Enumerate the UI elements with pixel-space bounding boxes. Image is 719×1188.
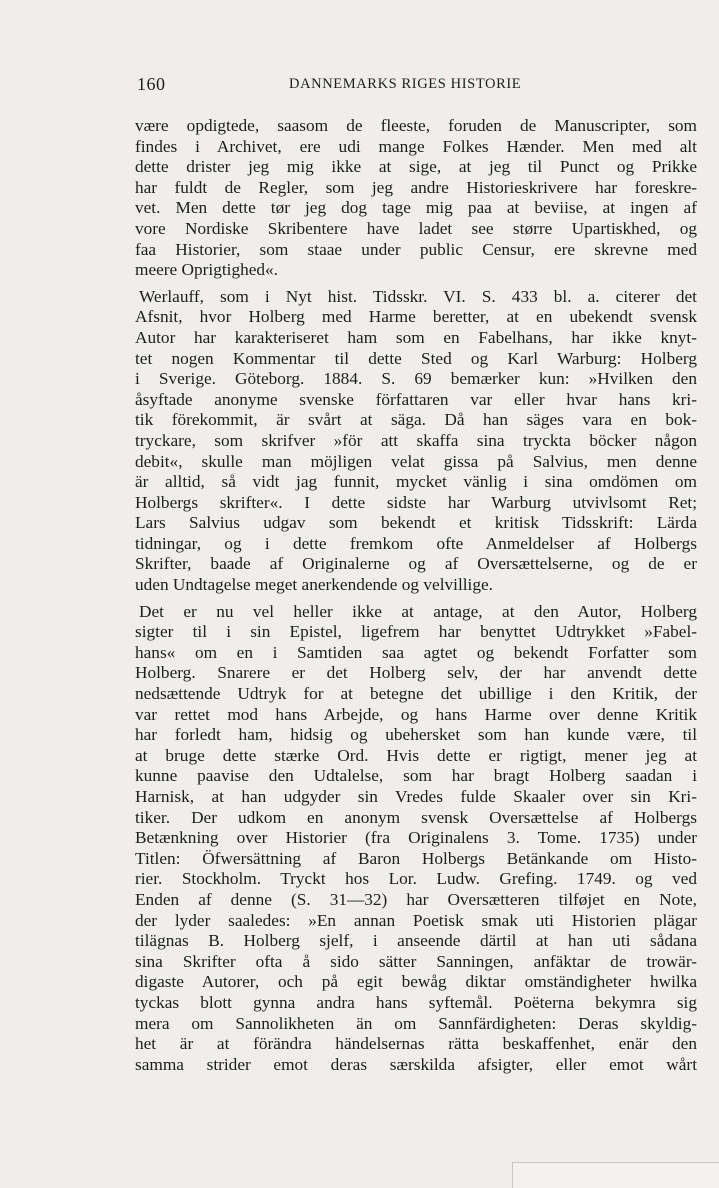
scan-page-edge xyxy=(512,1162,719,1188)
body-text xyxy=(135,116,697,1075)
text-line: der lyder saaledes: »En annan Poetisk smak uti Historien plägar xyxy=(135,910,697,930)
text-line: tik förekommit, är svårt at säga. Då han säges vara en bok- xyxy=(135,410,697,430)
running-head xyxy=(137,74,697,96)
text-line: samma strider emot deras særskilda afsigter, eller emot wårt xyxy=(135,1054,697,1074)
text-line: debit«, skulle man möjligen velat gissa på Salvius, men denne xyxy=(135,451,697,471)
text-line: åsyftade anonyme svenske författaren var eller hvar hans kri- xyxy=(135,389,697,409)
text-line: findes i Archivet, ere udi mange Folkes Hænder. Men med alt xyxy=(135,136,697,156)
page-number: 160 xyxy=(137,74,166,94)
text-line: nedsættende Udtryk for at betegne det ubillige i den Kritik, der xyxy=(135,684,697,704)
text-line: Autor har karakteriseret ham som en Fabelhans, har ikke knyt- xyxy=(135,327,697,347)
text-line: var rettet mod hans Arbejde, og hans Harme over denne Kritik xyxy=(135,704,697,724)
text-line: Werlauff, som i Nyt hist. Tidsskr. VI. S. 433 bl. a. citerer det xyxy=(139,286,697,306)
text-line: Betænkning over Historier (fra Originalens 3. Tome. 1735) under xyxy=(135,828,697,848)
text-line: Afsnit, hvor Holberg med Harme beretter, at en ubekendt svensk xyxy=(135,307,697,327)
text-line: mera om Sannolikheten än om Sannfärdigheten: Deras skyldig- xyxy=(135,1013,697,1033)
text-line: tet nogen Kommentar til dette Sted og Karl Warburg: Holberg xyxy=(135,348,697,368)
text-line: tyckas blott gynna andra hans syftemål. Poëterna bekymra sig xyxy=(135,992,697,1012)
paragraph-3 xyxy=(135,602,697,1076)
paragraph-2 xyxy=(135,287,697,596)
text-line: är alltid, så vidt jag funnit, mycket vänlig i sina omdömen om xyxy=(135,472,697,492)
text-line: være opdigtede, saasom de fleeste, foruden de Manuscripter, som xyxy=(135,116,697,135)
text-line: meere Oprigtighed«. xyxy=(135,260,279,280)
text-line: Enden af denne (S. 31—32) har Oversætteren tilføjet en Note, xyxy=(135,889,697,909)
text-line: digaste Autorer, och på egit bewåg diktar omständigheter hwilka xyxy=(135,972,697,992)
text-line: dette drister jeg mig ikke at sige, at jeg til Punct og Prikke xyxy=(135,157,697,177)
text-line: Holbergs skrifter«. I dette sidste har Warburg utvivlsomt Ret; xyxy=(135,492,697,512)
text-line: rier. Stockholm. Tryckt hos Lor. Ludw. Grefing. 1749. og ved xyxy=(135,869,697,889)
text-line: het är at förändra händelsernas rätta beskaffenhet, enär den xyxy=(135,1034,697,1054)
text-line: Det er nu vel heller ikke at antage, at den Autor, Holberg xyxy=(139,601,697,621)
text-line: i Sverige. Göteborg. 1884. S. 69 bemærker kun: »Hvilken den xyxy=(135,369,697,389)
text-line: vore Nordiske Skribentere have ladet see større Upartiskhed, og xyxy=(135,218,697,238)
text-line: Lars Salvius udgav som bekendt et kritisk Tidsskrift: Lärda xyxy=(135,513,697,533)
text-line: Titlen: Öfwersättning af Baron Holbergs Betänkande om Histo- xyxy=(135,848,697,868)
text-line: sina Skrifter ofta å sido sätter Sanningen, anfäktar de trowär- xyxy=(135,951,697,971)
text-line: sigter til i sin Epistel, ligefrem har benyttet Udtrykket »Fabel- xyxy=(135,622,697,642)
text-line: tiker. Der udkom en anonym svensk Oversættelse af Holbergs xyxy=(135,807,697,827)
text-line: vet. Men dette tør jeg dog tage mig paa at beviise, at ingen af xyxy=(135,198,697,218)
paragraph-1 xyxy=(135,116,697,281)
text-line: uden Undtagelse meget anerkendende og velvillige. xyxy=(135,575,493,595)
text-line: Skrifter, baade af Originalerne og af Oversættelserne, og de er xyxy=(135,554,697,574)
running-title: DANNEMARKS RIGES HISTORIE xyxy=(289,76,522,92)
text-line: hans« om en i Samtiden saa agtet og bekendt Forfatter som xyxy=(135,642,697,662)
text-line: tidningar, og i dette fremkom ofte Anmeldelser af Holbergs xyxy=(135,533,697,553)
text-line: tilägnas B. Holberg sjelf, i anseende därtil at han uti sådana xyxy=(135,931,697,951)
text-line: faa Historier, som staae under public Censur, ere skrevne med xyxy=(135,239,697,259)
text-line: har fuldt de Regler, som jeg andre Historieskrivere har foreskre- xyxy=(135,177,697,197)
text-line: at bruge dette stærke Ord. Hvis dette er rigtigt, mener jeg at xyxy=(135,745,697,765)
text-line: Holberg. Snarere er det Holberg selv, der har anvendt dette xyxy=(135,663,697,683)
text-line: Harnisk, at han udgyder sin Vredes fulde Skaaler over sin Kri- xyxy=(135,787,697,806)
text-line: tryckare, som skrifver »för att skaffa sina tryckta böcker någon xyxy=(135,430,697,450)
text-line: kunne paavise den Udtalelse, som har bragt Holberg saadan i xyxy=(135,766,697,786)
text-line: har forledt ham, hidsig og ubehersket som han kunde være, til xyxy=(135,725,697,745)
